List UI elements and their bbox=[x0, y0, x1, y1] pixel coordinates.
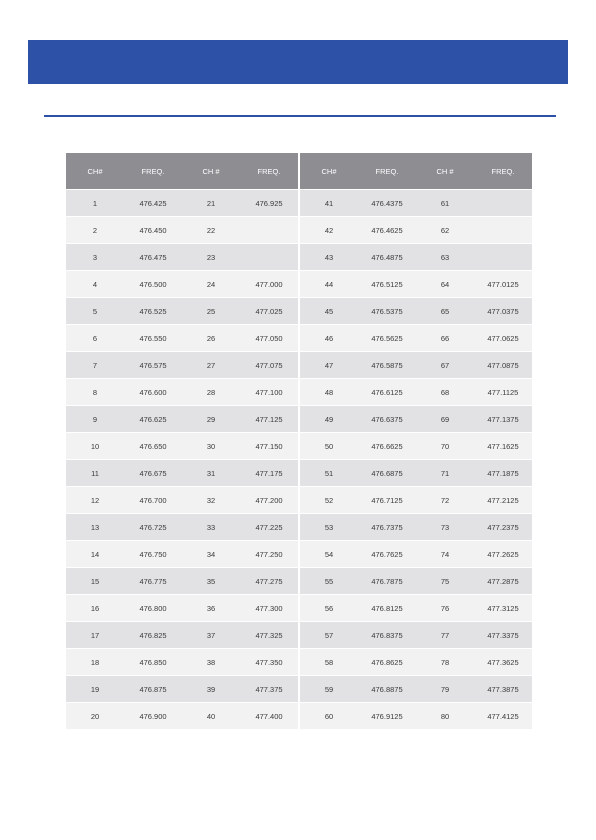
frequency-cell: 477.1125 bbox=[474, 379, 532, 406]
channel-number-cell: 28 bbox=[182, 379, 240, 406]
channel-number-cell: 4 bbox=[66, 271, 124, 298]
frequency-cell: 477.400 bbox=[240, 703, 298, 730]
channel-number-cell: 54 bbox=[300, 541, 358, 568]
channel-number-cell: 35 bbox=[182, 568, 240, 595]
frequency-cell bbox=[240, 217, 298, 244]
frequency-cell: 477.0375 bbox=[474, 298, 532, 325]
channel-number-cell: 3 bbox=[66, 244, 124, 271]
frequency-cell: 476.450 bbox=[124, 217, 182, 244]
channel-number-cell: 19 bbox=[66, 676, 124, 703]
channel-number-cell: 17 bbox=[66, 622, 124, 649]
frequency-cell: 476.700 bbox=[124, 487, 182, 514]
frequency-cell: 476.825 bbox=[124, 622, 182, 649]
channel-number-cell: 2 bbox=[66, 217, 124, 244]
table-row bbox=[66, 352, 298, 379]
channel-number-cell: 14 bbox=[66, 541, 124, 568]
frequency-cell: 477.150 bbox=[240, 433, 298, 460]
table-row bbox=[66, 487, 298, 514]
channel-number-cell: 70 bbox=[416, 433, 474, 460]
frequency-cell: 477.300 bbox=[240, 595, 298, 622]
channel-number-cell: 66 bbox=[416, 325, 474, 352]
frequency-cell: 476.6875 bbox=[358, 460, 416, 487]
section-divider bbox=[44, 115, 556, 117]
table-header-row bbox=[300, 153, 532, 190]
frequency-cell: 476.925 bbox=[240, 190, 298, 217]
table-row bbox=[66, 595, 298, 622]
column-header: CH# bbox=[66, 153, 124, 190]
frequency-cell: 477.0625 bbox=[474, 325, 532, 352]
channel-number-cell: 32 bbox=[182, 487, 240, 514]
channel-frequency-table-right bbox=[300, 153, 532, 729]
table-row bbox=[300, 568, 532, 595]
table-row bbox=[66, 568, 298, 595]
column-header: CH# bbox=[300, 153, 358, 190]
header-banner bbox=[28, 40, 568, 84]
channel-number-cell: 27 bbox=[182, 352, 240, 379]
frequency-cell: 477.2625 bbox=[474, 541, 532, 568]
frequency-cell: 476.5125 bbox=[358, 271, 416, 298]
frequency-cell: 476.7125 bbox=[358, 487, 416, 514]
table-row bbox=[300, 433, 532, 460]
frequency-cell: 476.5625 bbox=[358, 325, 416, 352]
channel-number-cell: 40 bbox=[182, 703, 240, 730]
table-row bbox=[66, 622, 298, 649]
table-row bbox=[66, 649, 298, 676]
channel-number-cell: 41 bbox=[300, 190, 358, 217]
channel-number-cell: 55 bbox=[300, 568, 358, 595]
channel-number-cell: 57 bbox=[300, 622, 358, 649]
frequency-cell: 477.0125 bbox=[474, 271, 532, 298]
channel-number-cell: 25 bbox=[182, 298, 240, 325]
table-row bbox=[300, 271, 532, 298]
column-header: CH # bbox=[416, 153, 474, 190]
channel-number-cell: 47 bbox=[300, 352, 358, 379]
frequency-cell: 476.7625 bbox=[358, 541, 416, 568]
frequency-cell: 476.775 bbox=[124, 568, 182, 595]
frequency-cell: 476.8875 bbox=[358, 676, 416, 703]
channel-number-cell: 29 bbox=[182, 406, 240, 433]
frequency-cell bbox=[474, 190, 532, 217]
table-row bbox=[66, 271, 298, 298]
frequency-cell: 476.500 bbox=[124, 271, 182, 298]
table-row bbox=[66, 217, 298, 244]
channel-number-cell: 73 bbox=[416, 514, 474, 541]
table-row bbox=[66, 190, 298, 217]
table-row bbox=[66, 676, 298, 703]
channel-number-cell: 71 bbox=[416, 460, 474, 487]
channel-number-cell: 75 bbox=[416, 568, 474, 595]
frequency-cell: 476.5375 bbox=[358, 298, 416, 325]
channel-number-cell: 20 bbox=[66, 703, 124, 730]
frequency-cell: 476.850 bbox=[124, 649, 182, 676]
channel-number-cell: 78 bbox=[416, 649, 474, 676]
frequency-cell: 476.550 bbox=[124, 325, 182, 352]
channel-number-cell: 36 bbox=[182, 595, 240, 622]
channel-number-cell: 49 bbox=[300, 406, 358, 433]
frequency-cell bbox=[474, 244, 532, 271]
frequency-cell: 476.725 bbox=[124, 514, 182, 541]
column-header: FREQ. bbox=[240, 153, 298, 190]
channel-number-cell: 43 bbox=[300, 244, 358, 271]
frequency-cell: 477.3125 bbox=[474, 595, 532, 622]
channel-number-cell: 38 bbox=[182, 649, 240, 676]
frequency-cell: 477.000 bbox=[240, 271, 298, 298]
channel-number-cell: 31 bbox=[182, 460, 240, 487]
channel-number-cell: 72 bbox=[416, 487, 474, 514]
table-row bbox=[66, 298, 298, 325]
frequency-cell: 477.3625 bbox=[474, 649, 532, 676]
channel-number-cell: 69 bbox=[416, 406, 474, 433]
table-row bbox=[66, 433, 298, 460]
frequency-cell: 476.525 bbox=[124, 298, 182, 325]
channel-number-cell: 6 bbox=[66, 325, 124, 352]
frequency-cell: 477.375 bbox=[240, 676, 298, 703]
table-row bbox=[66, 460, 298, 487]
table-row bbox=[300, 217, 532, 244]
column-header: CH # bbox=[182, 153, 240, 190]
column-header: FREQ. bbox=[124, 153, 182, 190]
channel-number-cell: 11 bbox=[66, 460, 124, 487]
table-header-row bbox=[66, 153, 298, 190]
frequency-cell: 477.175 bbox=[240, 460, 298, 487]
channel-number-cell: 60 bbox=[300, 703, 358, 730]
frequency-cell: 476.600 bbox=[124, 379, 182, 406]
frequency-cell: 476.4625 bbox=[358, 217, 416, 244]
channel-number-cell: 45 bbox=[300, 298, 358, 325]
channel-frequency-table-left bbox=[66, 153, 298, 729]
frequency-cell: 477.0875 bbox=[474, 352, 532, 379]
table-row bbox=[300, 514, 532, 541]
channel-number-cell: 76 bbox=[416, 595, 474, 622]
frequency-cell: 477.050 bbox=[240, 325, 298, 352]
table-row bbox=[66, 379, 298, 406]
frequency-cell: 476.575 bbox=[124, 352, 182, 379]
frequency-cell: 476.7875 bbox=[358, 568, 416, 595]
frequency-cell: 477.1875 bbox=[474, 460, 532, 487]
frequency-cell: 476.475 bbox=[124, 244, 182, 271]
table-row bbox=[300, 460, 532, 487]
channel-number-cell: 7 bbox=[66, 352, 124, 379]
table-row bbox=[300, 595, 532, 622]
frequency-cell: 477.3375 bbox=[474, 622, 532, 649]
frequency-cell: 476.6125 bbox=[358, 379, 416, 406]
frequency-cell: 477.4125 bbox=[474, 703, 532, 730]
channel-number-cell: 33 bbox=[182, 514, 240, 541]
table-row bbox=[300, 298, 532, 325]
channel-number-cell: 34 bbox=[182, 541, 240, 568]
channel-number-cell: 42 bbox=[300, 217, 358, 244]
frequency-cell: 476.675 bbox=[124, 460, 182, 487]
channel-number-cell: 15 bbox=[66, 568, 124, 595]
table-row bbox=[300, 406, 532, 433]
channel-number-cell: 59 bbox=[300, 676, 358, 703]
frequency-cell: 476.650 bbox=[124, 433, 182, 460]
table-row bbox=[300, 541, 532, 568]
frequency-cell: 476.625 bbox=[124, 406, 182, 433]
table-row bbox=[300, 244, 532, 271]
table-row bbox=[66, 406, 298, 433]
channel-number-cell: 64 bbox=[416, 271, 474, 298]
table-row bbox=[66, 541, 298, 568]
channel-number-cell: 53 bbox=[300, 514, 358, 541]
frequency-cell: 476.8625 bbox=[358, 649, 416, 676]
channel-number-cell: 77 bbox=[416, 622, 474, 649]
channel-number-cell: 16 bbox=[66, 595, 124, 622]
channel-number-cell: 56 bbox=[300, 595, 358, 622]
column-header: FREQ. bbox=[474, 153, 532, 190]
frequency-cell: 476.900 bbox=[124, 703, 182, 730]
frequency-cell: 476.8375 bbox=[358, 622, 416, 649]
frequency-cell: 476.750 bbox=[124, 541, 182, 568]
table-row bbox=[300, 676, 532, 703]
frequency-cell: 476.6625 bbox=[358, 433, 416, 460]
frequency-cell: 477.1375 bbox=[474, 406, 532, 433]
channel-number-cell: 30 bbox=[182, 433, 240, 460]
frequency-cell: 477.125 bbox=[240, 406, 298, 433]
channel-number-cell: 13 bbox=[66, 514, 124, 541]
channel-number-cell: 44 bbox=[300, 271, 358, 298]
frequency-cell: 477.250 bbox=[240, 541, 298, 568]
channel-number-cell: 68 bbox=[416, 379, 474, 406]
channel-number-cell: 52 bbox=[300, 487, 358, 514]
frequency-cell: 477.075 bbox=[240, 352, 298, 379]
table-row bbox=[300, 703, 532, 730]
table-row bbox=[300, 379, 532, 406]
channel-number-cell: 74 bbox=[416, 541, 474, 568]
frequency-cell: 476.9125 bbox=[358, 703, 416, 730]
frequency-cell: 477.3875 bbox=[474, 676, 532, 703]
channel-number-cell: 23 bbox=[182, 244, 240, 271]
channel-number-cell: 39 bbox=[182, 676, 240, 703]
frequency-cell: 477.350 bbox=[240, 649, 298, 676]
table-row bbox=[300, 352, 532, 379]
frequency-cell: 477.325 bbox=[240, 622, 298, 649]
frequency-cell: 476.425 bbox=[124, 190, 182, 217]
channel-number-cell: 5 bbox=[66, 298, 124, 325]
column-header: FREQ. bbox=[358, 153, 416, 190]
frequency-cell: 476.4375 bbox=[358, 190, 416, 217]
channel-number-cell: 26 bbox=[182, 325, 240, 352]
table-row bbox=[300, 622, 532, 649]
channel-number-cell: 67 bbox=[416, 352, 474, 379]
frequency-cell: 476.5875 bbox=[358, 352, 416, 379]
channel-number-cell: 46 bbox=[300, 325, 358, 352]
table-row bbox=[300, 325, 532, 352]
table-row bbox=[66, 514, 298, 541]
channel-number-cell: 51 bbox=[300, 460, 358, 487]
channel-number-cell: 18 bbox=[66, 649, 124, 676]
table-row bbox=[66, 325, 298, 352]
frequency-cell: 476.6375 bbox=[358, 406, 416, 433]
channel-number-cell: 63 bbox=[416, 244, 474, 271]
table-row bbox=[300, 190, 532, 217]
frequency-cell: 477.275 bbox=[240, 568, 298, 595]
frequency-cell: 476.875 bbox=[124, 676, 182, 703]
table-row bbox=[66, 244, 298, 271]
frequency-cell bbox=[474, 217, 532, 244]
frequency-cell: 477.2875 bbox=[474, 568, 532, 595]
channel-number-cell: 24 bbox=[182, 271, 240, 298]
channel-number-cell: 10 bbox=[66, 433, 124, 460]
channel-number-cell: 8 bbox=[66, 379, 124, 406]
frequency-cell: 477.2375 bbox=[474, 514, 532, 541]
channel-number-cell: 61 bbox=[416, 190, 474, 217]
frequency-cell: 476.4875 bbox=[358, 244, 416, 271]
channel-number-cell: 9 bbox=[66, 406, 124, 433]
channel-number-cell: 58 bbox=[300, 649, 358, 676]
frequency-cell: 477.225 bbox=[240, 514, 298, 541]
frequency-cell: 477.2125 bbox=[474, 487, 532, 514]
frequency-cell: 477.025 bbox=[240, 298, 298, 325]
channel-number-cell: 79 bbox=[416, 676, 474, 703]
channel-number-cell: 65 bbox=[416, 298, 474, 325]
channel-number-cell: 62 bbox=[416, 217, 474, 244]
table-row bbox=[300, 487, 532, 514]
frequency-cell: 476.800 bbox=[124, 595, 182, 622]
channel-number-cell: 21 bbox=[182, 190, 240, 217]
table-row bbox=[300, 649, 532, 676]
channel-number-cell: 12 bbox=[66, 487, 124, 514]
channel-number-cell: 22 bbox=[182, 217, 240, 244]
frequency-cell: 476.8125 bbox=[358, 595, 416, 622]
frequency-cell: 477.1625 bbox=[474, 433, 532, 460]
channel-number-cell: 50 bbox=[300, 433, 358, 460]
frequency-cell: 477.200 bbox=[240, 487, 298, 514]
table-row bbox=[66, 703, 298, 730]
channel-number-cell: 37 bbox=[182, 622, 240, 649]
channel-number-cell: 48 bbox=[300, 379, 358, 406]
channel-number-cell: 80 bbox=[416, 703, 474, 730]
frequency-cell: 476.7375 bbox=[358, 514, 416, 541]
frequency-cell bbox=[240, 244, 298, 271]
channel-number-cell: 1 bbox=[66, 190, 124, 217]
frequency-cell: 477.100 bbox=[240, 379, 298, 406]
